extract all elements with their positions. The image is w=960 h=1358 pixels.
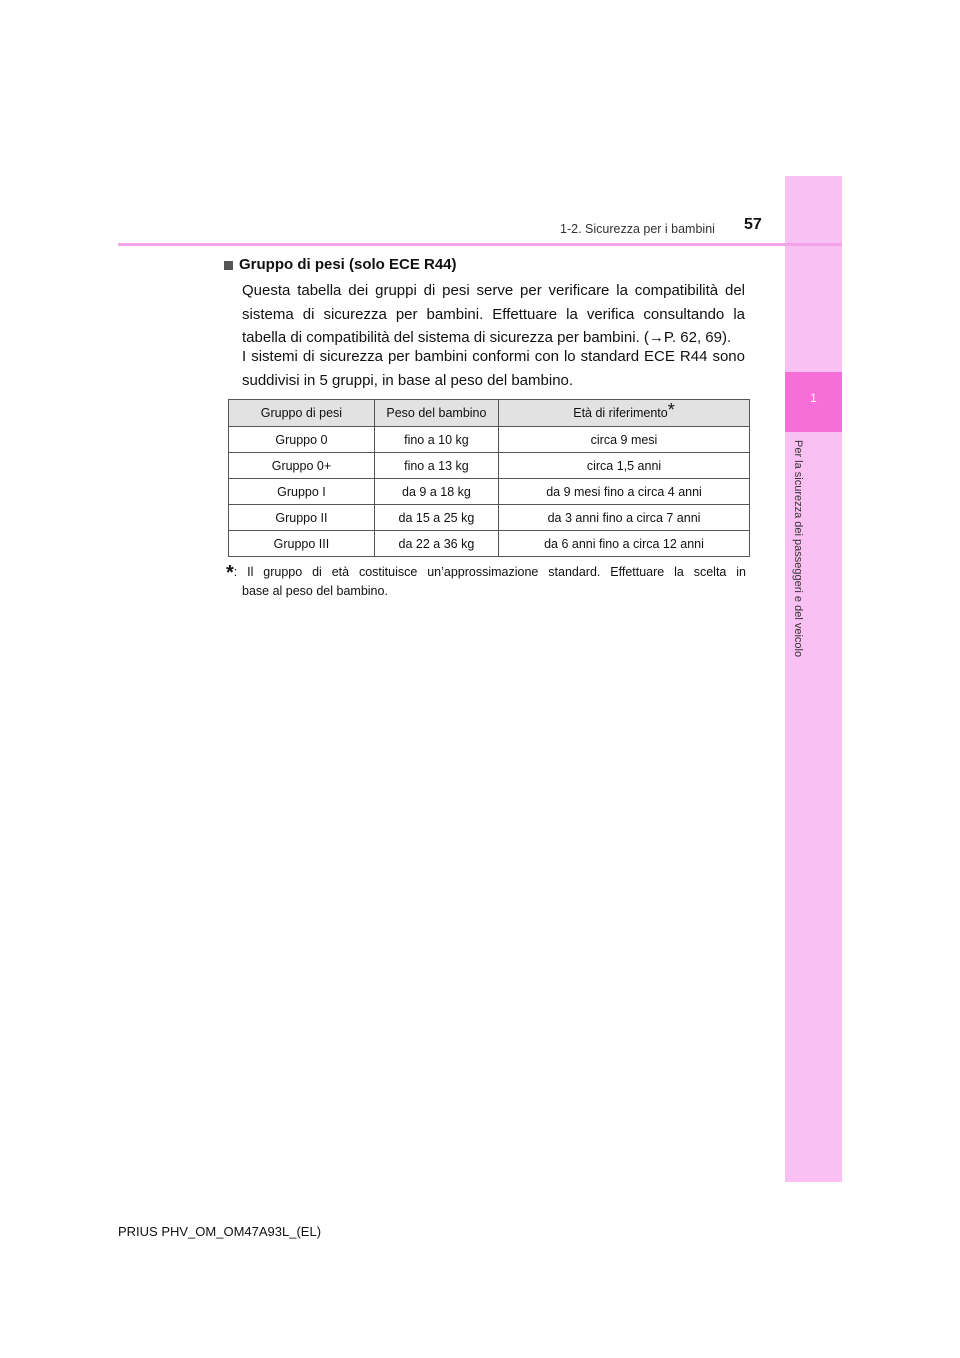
table-row xyxy=(229,505,750,531)
table-row xyxy=(229,453,750,479)
cell-group: Gruppo II xyxy=(229,505,375,531)
table-header-row xyxy=(229,400,750,427)
document-id: PRIUS PHV_OM_OM47A93L_(EL) xyxy=(118,1224,322,1239)
table-footnote xyxy=(226,563,746,600)
header-reference-age xyxy=(499,400,750,427)
cell-age: da 9 mesi fino a circa 4 anni xyxy=(499,479,750,505)
paragraph-groups: I sistemi di sicurezza per bambini conformi con lo standard ECE R44 sono suddivisi in 5 gruppi, in base al peso del bambino. xyxy=(242,348,745,389)
table-row xyxy=(229,479,750,505)
header-reference-age-text: Età di riferimento xyxy=(573,406,668,420)
footnote-star: * xyxy=(226,562,234,584)
footnote-mark: * xyxy=(667,400,675,420)
weight-groups-table xyxy=(228,399,750,557)
cell-group: Gruppo 0+ xyxy=(229,453,375,479)
cell-age: circa 9 mesi xyxy=(499,427,750,453)
footnote-text-1: : Il gruppo di età costituisce un’approssimazione standard. Effettuare la scelta in xyxy=(233,565,746,579)
section-title: 1-2. Sicurezza per i bambini xyxy=(560,222,715,236)
cell-weight: fino a 10 kg xyxy=(374,427,498,453)
chapter-number: 1 xyxy=(810,391,817,405)
chapter-title: Per la sicurezza dei passeggeri e del veicolo xyxy=(792,440,804,658)
cell-weight: da 22 a 36 kg xyxy=(374,531,498,557)
cell-group: Gruppo III xyxy=(229,531,375,557)
cell-weight: fino a 13 kg xyxy=(374,453,498,479)
header-weight-group: Gruppo di pesi xyxy=(229,400,375,427)
table-row xyxy=(229,427,750,453)
cell-age: da 6 anni fino a circa 12 anni xyxy=(499,531,750,557)
cell-age: circa 1,5 anni xyxy=(499,453,750,479)
cell-group: Gruppo 0 xyxy=(229,427,375,453)
square-bullet-icon xyxy=(224,261,233,270)
table-row xyxy=(229,531,750,557)
section-heading xyxy=(224,256,457,273)
header-rule xyxy=(118,243,842,246)
footnote-line-1 xyxy=(226,563,746,582)
cell-weight: da 15 a 25 kg xyxy=(374,505,498,531)
footnote-line-2: base al peso del bambino. xyxy=(242,584,388,598)
paragraph-compatibility: Questa tabella dei gruppi di pesi serve per verificare la compatibilità del sistema di sicurezza per bambini. Effettuare la verifica consultando la tabella di compatibilità del sistema di sicurezza per bambini. (→P. 62, 69). xyxy=(242,282,745,346)
cell-age: da 3 anni fino a circa 7 anni xyxy=(499,505,750,531)
cell-weight: da 9 a 18 kg xyxy=(374,479,498,505)
cell-group: Gruppo I xyxy=(229,479,375,505)
page-number: 57 xyxy=(744,216,762,233)
header-child-weight: Peso del bambino xyxy=(374,400,498,427)
heading-text: Gruppo di pesi (solo ECE R44) xyxy=(239,256,457,273)
